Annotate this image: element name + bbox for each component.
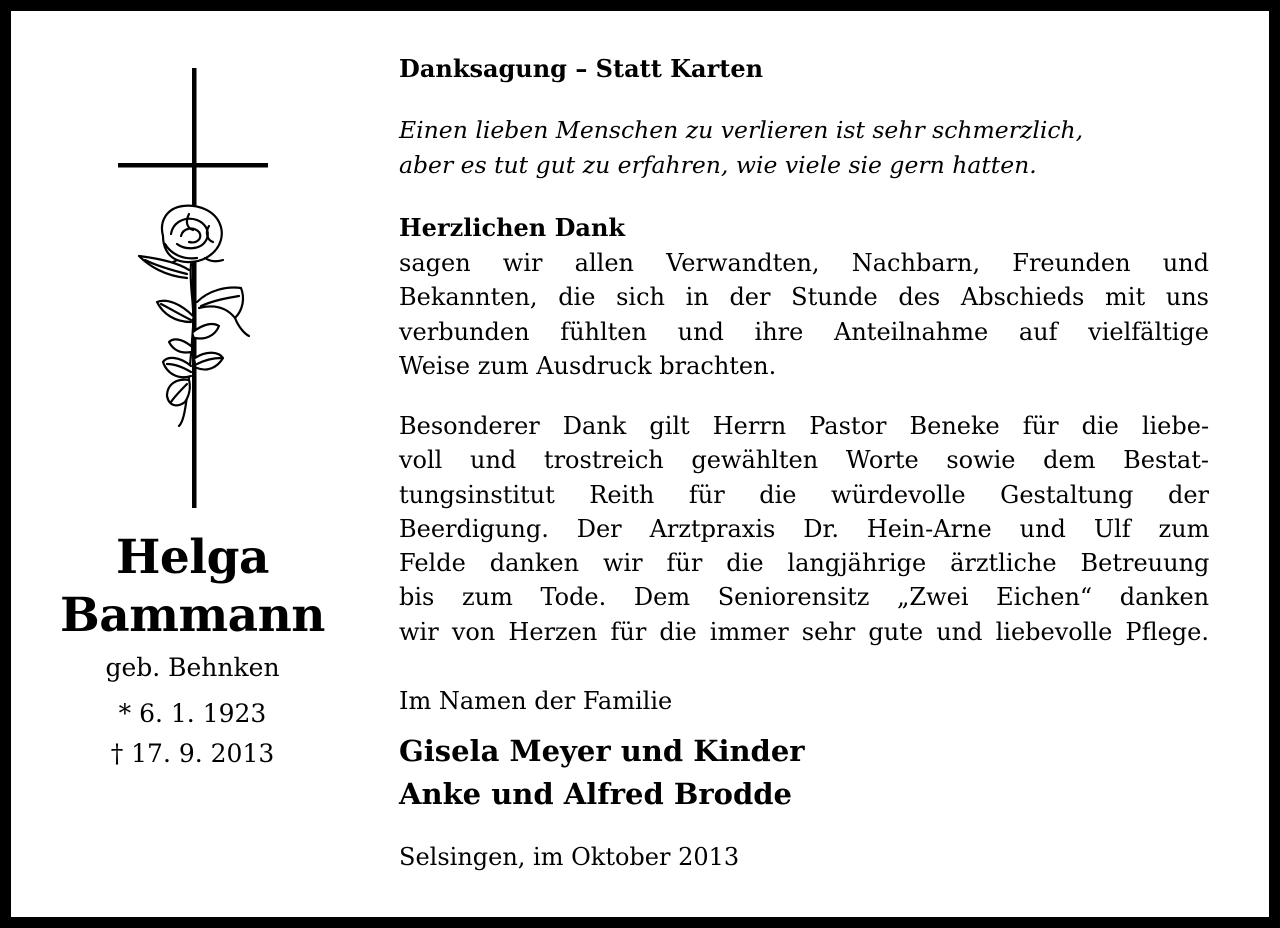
quote (399, 113, 1209, 183)
cross-with-rose (105, 66, 285, 511)
paragraph-line: Weise zum Ausdruck brachten. (399, 351, 777, 380)
paragraph-line: tungsinstitut Reith für die würdevolle Gestaltung der (399, 480, 1209, 509)
paragraph-line: voll und trostreich gewählten Worte sowie dem Bestat- (399, 446, 1209, 475)
paragraph-line: Felde danken wir für die langjährige ärztliche Betreuung (399, 549, 1210, 578)
notice-heading: Danksagung – Statt Karten (399, 54, 764, 83)
paragraph-line: bis zum Tode. Dem Seniorensitz „Zwei Eichen“ danken (399, 583, 1210, 612)
thanks-title: Herzlichen Dank (399, 213, 626, 242)
quote-line: Einen lieben Menschen zu verlieren ist sehr schmerzlich, (399, 116, 1084, 144)
paragraph-line: verbunden fühlten und ihre Anteilnahme auf vielfältige (399, 317, 1209, 346)
paragraph-line: Besonderer Dank gilt Herrn Pastor Beneke für die liebe- (399, 412, 1210, 440)
special-thanks-paragraph (399, 409, 1209, 649)
deceased-last-name: Bammann (60, 588, 325, 643)
paragraph-line: wir von Herzen für die immer sehr gute und liebevolle Pflege. (399, 617, 1209, 646)
thanks-paragraph (399, 246, 1209, 383)
cross-icon (105, 66, 285, 511)
born-name: geb. Behnken (105, 653, 280, 682)
deceased-first-name: Helga (116, 530, 269, 585)
family-intro: Im Namen der Familie (399, 687, 673, 715)
paragraph-line: sagen wir allen Verwandten, Nachbarn, Freunden und (399, 249, 1209, 277)
place-date: Selsingen, im Oktober 2013 (399, 843, 740, 871)
quote-line: aber es tut gut zu erfahren, wie viele sie gern hatten. (399, 151, 1037, 179)
paragraph-line: Bekannten, die sich in der Stunde des Abschieds mit uns (399, 283, 1209, 312)
birth-date: * 6. 1. 1923 (118, 699, 267, 728)
death-date: † 17. 9. 2013 (110, 739, 275, 768)
paragraph-line: Beerdigung. Der Arztpraxis Dr. Hein-Arne und Ulf zum (399, 514, 1210, 543)
signer-name: Gisela Meyer und Kinder (399, 734, 805, 768)
signer-name: Anke und Alfred Brodde (399, 777, 793, 811)
